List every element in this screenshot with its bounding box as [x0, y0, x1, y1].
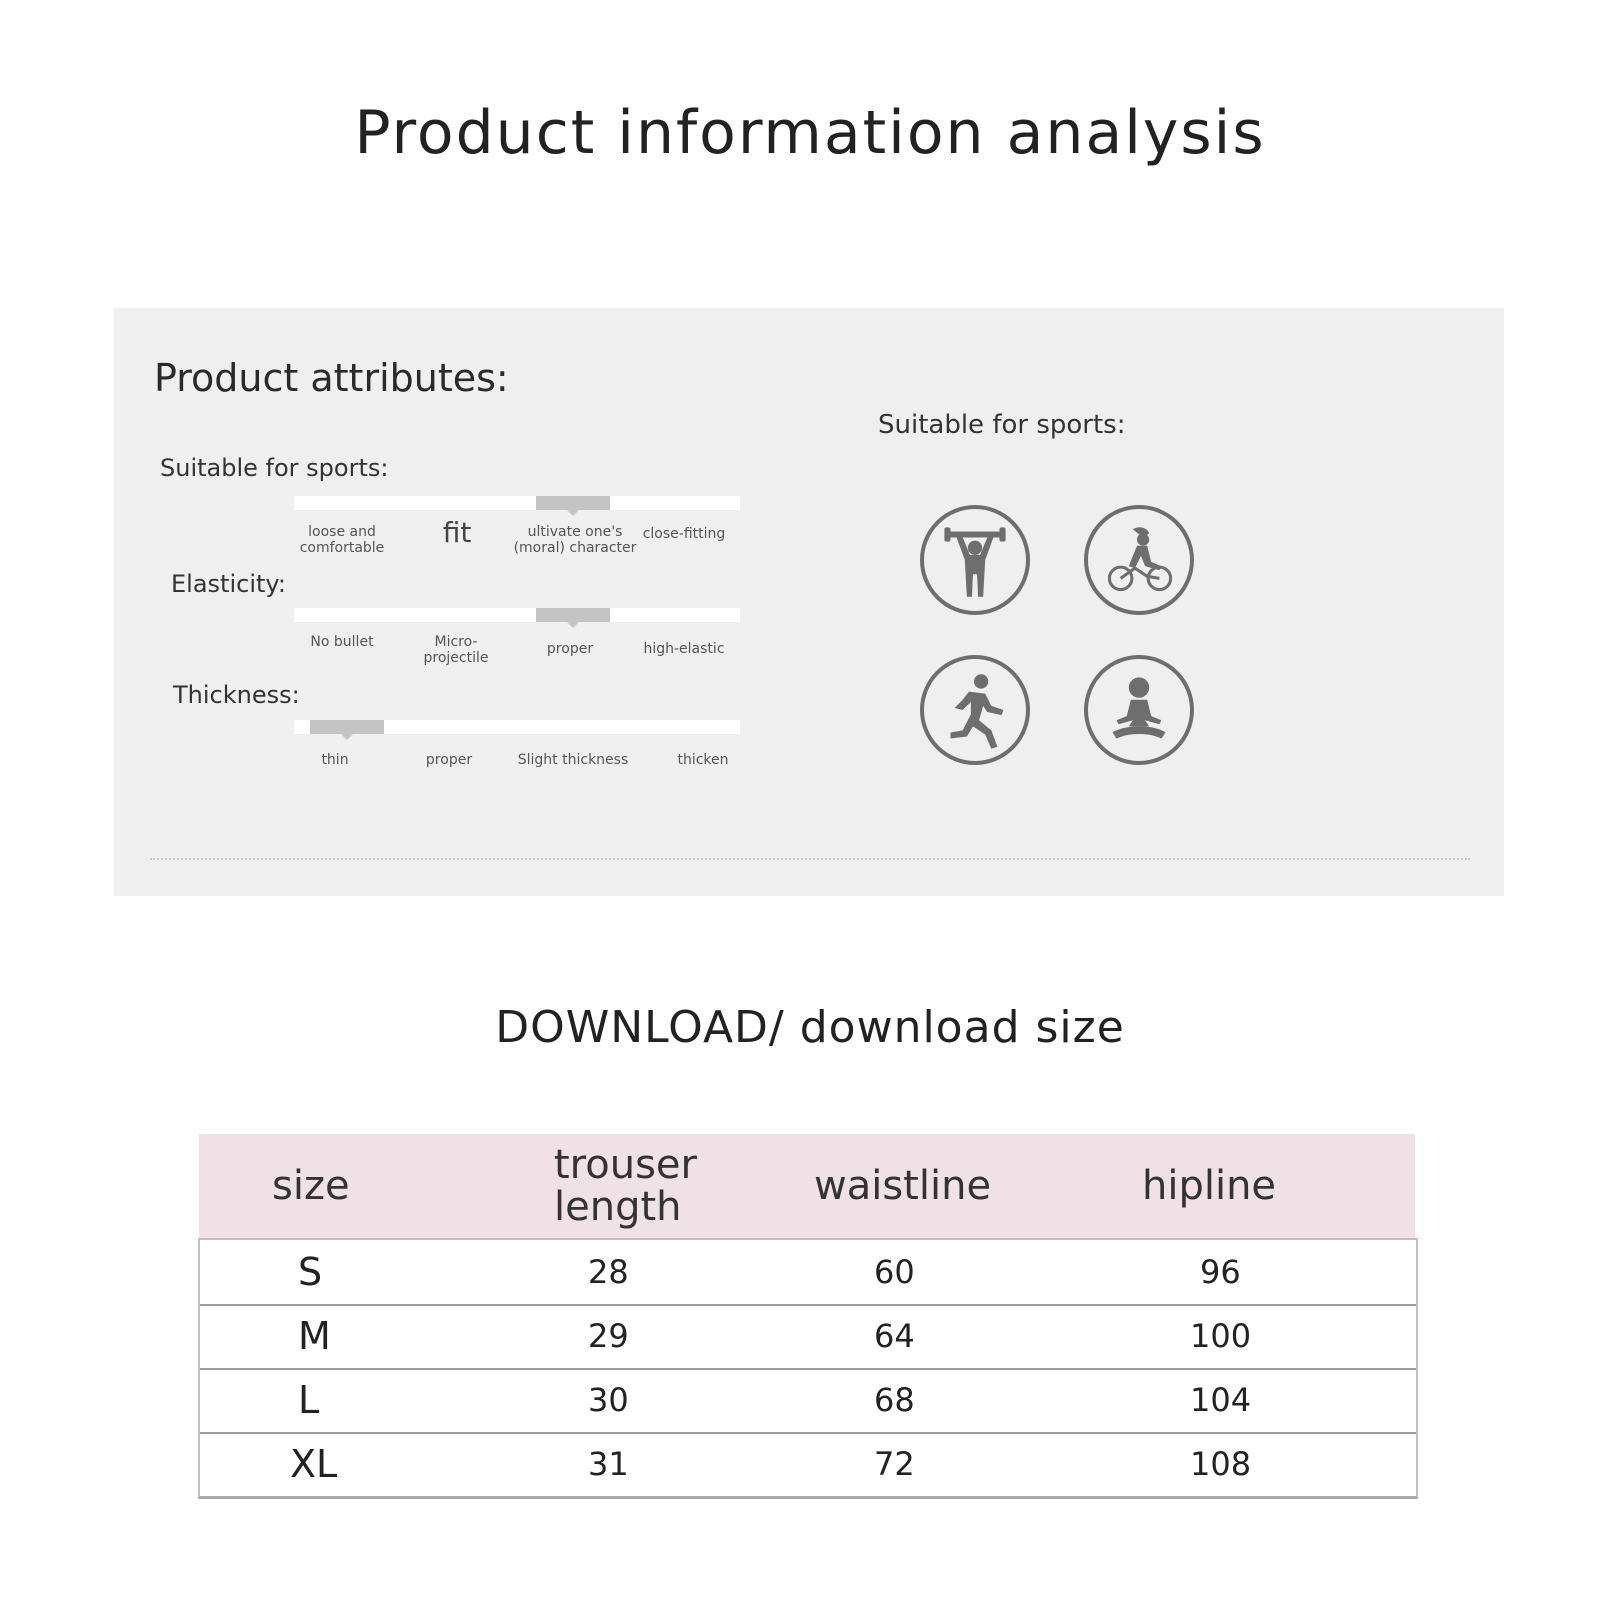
table-row — [200, 1368, 1416, 1434]
header-hipline: hipline — [1142, 1163, 1277, 1209]
waistline-cell: 60 — [874, 1253, 915, 1291]
cycling-icon — [1084, 505, 1194, 615]
elasticity-label: Elasticity: — [171, 570, 286, 598]
elasticity-scale — [294, 608, 740, 622]
size-table-body — [198, 1238, 1418, 1499]
scale-option: thicken — [677, 752, 729, 768]
hipline-cell: 104 — [1190, 1381, 1252, 1419]
scale-option: proper — [425, 752, 473, 768]
scale-option: close-fitting — [642, 526, 726, 542]
sports-fit-scale — [294, 496, 740, 510]
size-cell: L — [298, 1378, 320, 1422]
hipline-cell: 108 — [1190, 1445, 1252, 1483]
waistline-cell: 64 — [874, 1317, 915, 1355]
scale-option: Micro-projectile — [423, 634, 489, 666]
scale-marker — [310, 720, 384, 734]
size-cell: S — [298, 1250, 323, 1294]
table-row — [200, 1432, 1416, 1496]
thickness-label: Thickness: — [173, 681, 300, 709]
scale-option: Slight thickness — [517, 752, 629, 768]
trouser-length-cell: 31 — [588, 1445, 629, 1483]
scale-option: high-elastic — [643, 641, 725, 657]
scale-option: proper — [546, 641, 594, 657]
scale-marker — [536, 496, 610, 510]
trouser-length-cell: 29 — [588, 1317, 629, 1355]
scale-option: loose and comfortable — [299, 524, 385, 556]
header-waistline: waistline — [814, 1163, 992, 1209]
thickness-scale — [294, 720, 740, 734]
size-section-title: DOWNLOAD/ download size — [495, 1002, 1125, 1053]
scale-option: No bullet — [310, 634, 374, 650]
waistline-cell: 68 — [874, 1381, 915, 1419]
scale-option: ultivate one's (moral) character — [513, 524, 637, 556]
sports-title: Suitable for sports: — [878, 410, 1126, 440]
hipline-cell: 96 — [1200, 1253, 1241, 1291]
scale-option: thin — [321, 752, 349, 768]
scale-option: fit — [442, 516, 472, 549]
trouser-length-cell: 30 — [588, 1381, 629, 1419]
scale-marker — [536, 608, 610, 622]
table-row — [200, 1304, 1416, 1370]
size-cell: M — [298, 1314, 331, 1358]
trouser-length-cell: 28 — [588, 1253, 629, 1291]
weightlifting-icon — [920, 505, 1030, 615]
page-title: Product information analysis — [354, 98, 1266, 168]
size-cell: XL — [290, 1442, 338, 1486]
table-row — [200, 1240, 1416, 1306]
waistline-cell: 72 — [874, 1445, 915, 1483]
product-attributes-panel — [114, 308, 1504, 896]
hipline-cell: 100 — [1190, 1317, 1252, 1355]
yoga-icon — [1084, 655, 1194, 765]
size-table-header — [199, 1134, 1415, 1238]
header-size: size — [272, 1163, 350, 1209]
dotted-divider — [150, 858, 1470, 860]
running-icon — [920, 655, 1030, 765]
header-trouser-length: trouser length — [554, 1142, 697, 1230]
sports-fit-label: Suitable for sports: — [160, 454, 389, 482]
product-attributes-title: Product attributes: — [154, 356, 509, 400]
